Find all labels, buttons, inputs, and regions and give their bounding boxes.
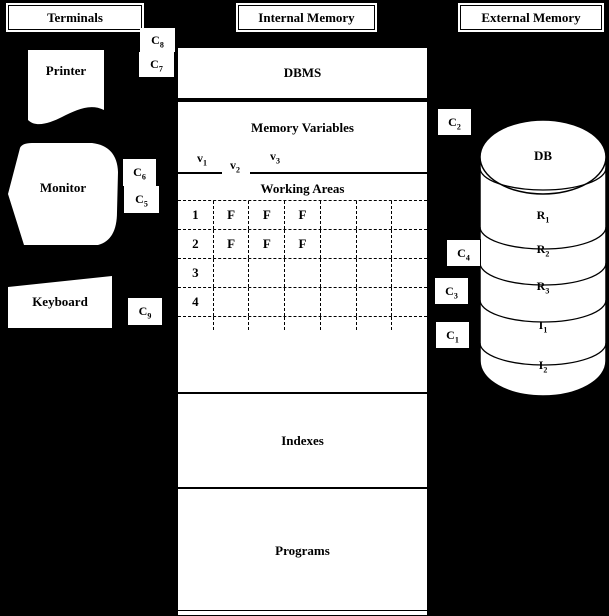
- channel-base: C: [135, 192, 144, 206]
- channel-c1-label: [446, 328, 459, 343]
- channel-sub: 8: [159, 39, 164, 49]
- variable-base: v: [230, 158, 236, 172]
- channel-c6-label: [133, 165, 146, 180]
- working-areas-row-3: [178, 259, 427, 288]
- working-area-cell: F: [249, 230, 285, 258]
- working-area-cell: F: [285, 230, 321, 258]
- channel-sub: 6: [141, 172, 146, 182]
- channel-c2-box: [437, 108, 472, 136]
- terminals-title: [8, 5, 142, 30]
- channel-sub: 9: [147, 311, 152, 321]
- channel-sub: 1: [454, 334, 459, 344]
- channel-c1-box: [435, 321, 470, 349]
- working-area-cell: [392, 259, 427, 287]
- dbms-section: DBMS: [178, 48, 427, 102]
- working-area-cell: [357, 201, 393, 229]
- segment-sub: 1: [543, 325, 548, 335]
- working-area-cell: [321, 230, 357, 258]
- channel-c2-label: [448, 115, 461, 130]
- working-area-cell: [321, 201, 357, 229]
- channel-sub: 3: [453, 290, 458, 300]
- channel-c9-box: [128, 298, 162, 325]
- working-area-cell: [214, 288, 250, 316]
- keyboard-label: Keyboard: [32, 294, 88, 309]
- working-areas-row-partial: [178, 317, 427, 330]
- variable-base: v: [197, 151, 203, 165]
- printer-shape: [28, 50, 104, 124]
- variable-sub: 2: [236, 165, 240, 175]
- channel-c9-label: [139, 304, 152, 319]
- external-memory-title: [460, 5, 602, 30]
- segment-base: R: [536, 208, 546, 222]
- channel-sub: 5: [143, 199, 148, 209]
- db-segment-i2: [513, 358, 573, 373]
- working-area-cell: [249, 288, 285, 316]
- channel-base: C: [448, 114, 457, 129]
- working-area-cell: 3: [178, 259, 214, 287]
- working-areas-grid: [178, 200, 427, 330]
- working-areas-row-4: [178, 288, 427, 317]
- variable-base: v: [270, 149, 276, 163]
- channel-base: C: [133, 165, 142, 179]
- external-memory-title-label: External Memory: [481, 9, 581, 25]
- channel-c3-label: [445, 284, 458, 299]
- working-area-cell: [214, 259, 250, 287]
- internal-memory-title: [238, 5, 375, 30]
- working-area-cell: [392, 230, 427, 258]
- working-area-cell: [357, 317, 393, 330]
- working-area-cell: F: [249, 201, 285, 229]
- memory-variables-label: Memory Variables: [251, 120, 354, 135]
- variable-v3: [270, 149, 280, 164]
- working-area-cell: [321, 317, 357, 330]
- db-label: DB: [533, 148, 553, 163]
- channel-c8-label: [151, 33, 164, 48]
- channel-c3-box: [434, 277, 469, 305]
- channel-sub: 4: [465, 252, 470, 262]
- segment-base: R: [536, 279, 546, 293]
- channel-base: C: [150, 57, 159, 71]
- segment-sub: 1: [545, 215, 550, 225]
- working-area-cell: F: [285, 201, 321, 229]
- channel-base: C: [445, 283, 454, 298]
- working-area-cell: 4: [178, 288, 214, 316]
- working-area-cell: [357, 230, 393, 258]
- working-area-cell: [357, 288, 393, 316]
- channel-base: C: [457, 245, 466, 260]
- variable-v2: [230, 158, 240, 173]
- segment-sub: 2: [545, 249, 550, 259]
- channel-c6-box: [123, 159, 156, 186]
- working-areas-label: Working Areas: [260, 181, 345, 196]
- printer-label: Printer: [45, 63, 87, 78]
- variable-tab-line-left: [178, 172, 222, 174]
- working-area-cell: [357, 259, 393, 287]
- working-area-cell: [392, 317, 427, 330]
- working-area-cell: [178, 317, 214, 330]
- segment-base: I: [538, 318, 544, 332]
- channel-c5-label: [135, 192, 148, 207]
- working-area-cell: [285, 317, 321, 330]
- working-area-cell: [392, 288, 427, 316]
- db-segment-r1: [513, 208, 573, 223]
- working-area-cell: F: [214, 201, 250, 229]
- working-areas-row-2: [178, 230, 427, 259]
- working-area-cell: [321, 288, 357, 316]
- monitor-label: Monitor: [39, 180, 87, 195]
- working-area-cell: F: [214, 230, 250, 258]
- working-area-cell: [285, 288, 321, 316]
- channel-sub: 7: [158, 64, 163, 74]
- db-segment-r3: [513, 279, 573, 294]
- segment-sub: 3: [545, 286, 550, 296]
- db-segment-i1: [513, 318, 573, 333]
- internal-memory-title-label: Internal Memory: [258, 9, 355, 25]
- db-segment-r2: [513, 242, 573, 257]
- channel-c5-box: [124, 186, 159, 213]
- segment-base: R: [536, 242, 546, 256]
- channel-c7-box: [139, 52, 174, 77]
- working-area-cell: [249, 259, 285, 287]
- internal-memory-column: [178, 48, 427, 610]
- variable-v1: [197, 151, 207, 166]
- working-area-cell: [214, 317, 250, 330]
- variable-tab-line-right: [250, 172, 427, 174]
- channel-base: C: [151, 32, 160, 47]
- working-area-cell: [249, 317, 285, 330]
- channel-c8-box: [140, 28, 175, 52]
- segment-sub: 2: [543, 365, 548, 375]
- variable-sub: 3: [276, 156, 280, 166]
- working-area-cell: 2: [178, 230, 214, 258]
- working-area-cell: [285, 259, 321, 287]
- column-bottom-strip: [178, 611, 427, 615]
- channel-base: C: [138, 304, 148, 318]
- working-area-cell: 1: [178, 201, 214, 229]
- channel-sub: 2: [456, 121, 461, 131]
- channel-c4-label: [457, 246, 470, 261]
- channel-base: C: [446, 327, 455, 342]
- programs-section: Programs: [178, 487, 427, 612]
- terminals-title-label: Terminals: [47, 9, 103, 25]
- channel-c4-box: [446, 239, 481, 267]
- working-area-cell: [392, 201, 427, 229]
- working-areas-row-1: [178, 201, 427, 230]
- variable-sub: 1: [203, 158, 207, 168]
- working-area-cell: [321, 259, 357, 287]
- segment-base: I: [538, 358, 544, 372]
- indexes-section: Indexes: [178, 392, 427, 487]
- channel-c7-label: [150, 57, 163, 72]
